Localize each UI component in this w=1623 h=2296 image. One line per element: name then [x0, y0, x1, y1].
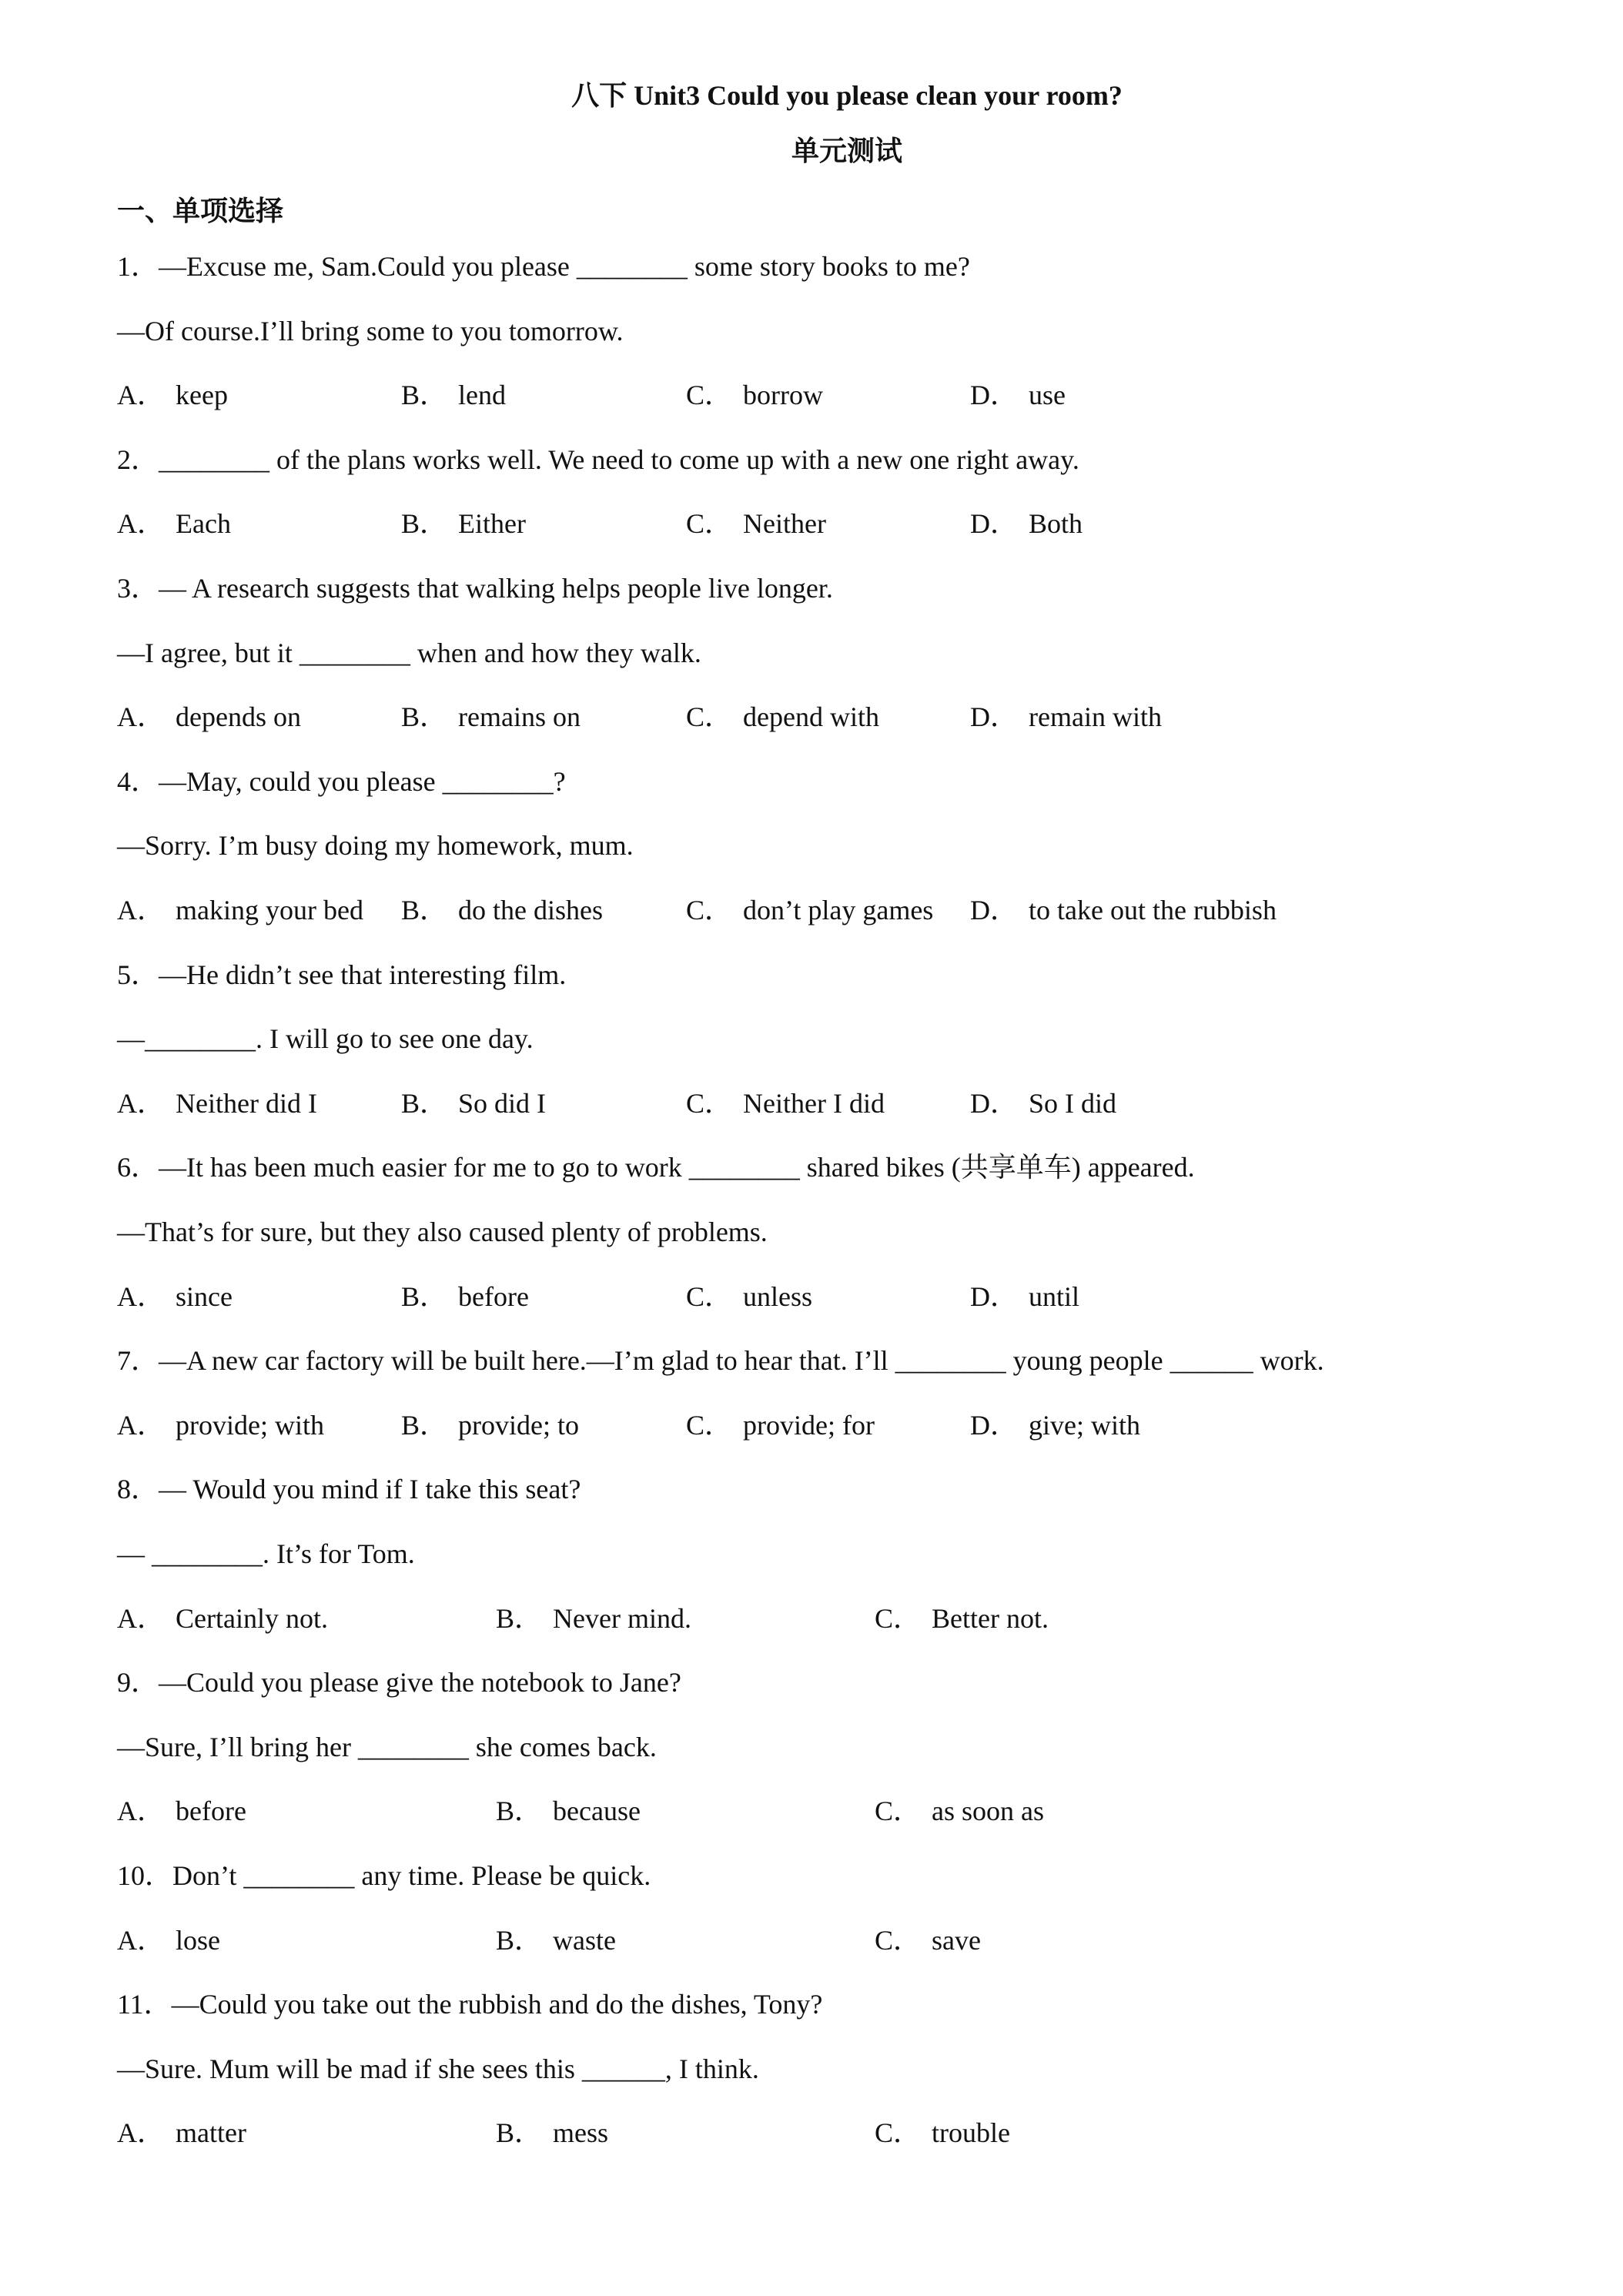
option-item — [117, 505, 231, 542]
option-item — [117, 1407, 324, 1444]
option-text: do the dishes — [458, 895, 603, 925]
option-text: making your bed — [176, 895, 363, 925]
option-item — [686, 377, 823, 413]
option-text: give; with — [1029, 1409, 1140, 1441]
option-item — [401, 1278, 529, 1315]
option-item — [117, 1085, 317, 1122]
option-text: matter — [176, 2117, 246, 2149]
option-label: A． — [117, 1409, 165, 1441]
option-item — [117, 892, 363, 929]
question-line: 8．— Would you mind if I take this seat? — [117, 1474, 581, 1505]
option-text: Each — [176, 508, 231, 540]
option-text: Neither I did — [743, 1087, 885, 1119]
option-text: don’t play games — [743, 895, 934, 925]
option-item — [686, 1278, 812, 1315]
option-item — [117, 698, 301, 735]
option-label: D． — [970, 701, 1018, 733]
option-label: C． — [686, 1409, 733, 1441]
question-line: —That’s for sure, but they also caused plenty of problems. — [117, 1217, 768, 1247]
option-text: Either — [458, 508, 526, 540]
option-text: Both — [1029, 508, 1083, 540]
option-text: provide; with — [176, 1409, 324, 1441]
option-text: lend — [458, 380, 506, 411]
option-text: Neither — [743, 508, 826, 540]
option-item — [686, 1085, 885, 1122]
option-text: Certainly not. — [176, 1602, 328, 1634]
option-item — [401, 1085, 546, 1122]
option-item — [970, 1407, 1140, 1444]
option-text: to take out the rubbish — [1029, 895, 1277, 925]
question-line: —Of course.I’ll bring some to you tomorrow. — [117, 315, 624, 346]
question-line: —________. I will go to see one day. — [117, 1023, 534, 1055]
option-text: So did I — [458, 1087, 547, 1119]
option-item — [401, 698, 581, 735]
option-label: A． — [117, 1796, 165, 1827]
option-label: D． — [970, 1409, 1018, 1441]
option-item — [117, 1600, 328, 1637]
option-item — [117, 377, 228, 413]
option-text: trouble — [932, 2117, 1010, 2149]
question-line: 10．Don’t ________ any time. Please be quick. — [117, 1860, 651, 1891]
option-text: until — [1029, 1280, 1080, 1312]
option-label: B． — [401, 1280, 448, 1312]
option-item — [970, 1278, 1079, 1315]
option-label: D． — [970, 1087, 1018, 1119]
option-text: use — [1029, 380, 1066, 411]
option-item — [401, 1407, 579, 1444]
option-label: C． — [875, 1602, 922, 1634]
option-label: C． — [875, 1796, 922, 1827]
question-line: 6．—It has been much easier for me to go to work ________ shared bikes (共享单车) appeared. — [117, 1152, 1195, 1183]
option-text: So I did — [1029, 1087, 1117, 1119]
option-text: depend with — [743, 701, 879, 733]
option-item — [496, 1922, 616, 1959]
document-subtitle: 单元测试 — [791, 136, 902, 166]
option-label: C． — [686, 895, 733, 925]
option-label: A． — [117, 701, 165, 733]
option-text: mess — [553, 2117, 609, 2149]
option-label: A． — [117, 895, 165, 925]
option-text: before — [458, 1280, 529, 1312]
option-item — [117, 1278, 233, 1315]
option-text: unless — [743, 1280, 813, 1312]
option-text: provide; for — [743, 1409, 875, 1441]
option-label: C． — [686, 1087, 733, 1119]
option-text: provide; to — [458, 1409, 579, 1441]
option-label: D． — [970, 895, 1018, 925]
option-text: keep — [176, 380, 228, 411]
option-label: B． — [496, 1796, 543, 1827]
option-label: C． — [875, 2117, 922, 2149]
question-line: 7．—A new car factory will be built here.—I’m glad to hear that. I’ll ________ young people ______ work. — [117, 1345, 1324, 1377]
option-text: borrow — [743, 380, 823, 411]
option-label: B． — [496, 1602, 543, 1634]
option-text: as soon as — [932, 1796, 1045, 1827]
option-item — [686, 892, 933, 929]
option-text: lose — [176, 1924, 220, 1956]
option-label: D． — [970, 508, 1018, 540]
option-text: Never mind. — [553, 1602, 691, 1634]
option-item — [496, 1792, 641, 1829]
option-item — [117, 1922, 220, 1959]
option-item — [117, 2114, 246, 2151]
option-label: B． — [401, 380, 448, 411]
question-line: —I agree, but it ________ when and how they walk. — [117, 637, 701, 668]
option-text: remain with — [1029, 701, 1162, 733]
option-text: because — [553, 1796, 641, 1827]
option-item — [686, 505, 826, 542]
option-item — [875, 1600, 1049, 1637]
option-label: A． — [117, 2117, 165, 2149]
option-item — [970, 1085, 1116, 1122]
option-label: B． — [401, 701, 448, 733]
section-heading: 一、单项选择 — [117, 196, 284, 226]
option-label: A． — [117, 1280, 165, 1312]
option-item — [970, 892, 1277, 929]
option-text: Better not. — [932, 1602, 1049, 1634]
option-label: B． — [496, 1924, 543, 1956]
option-item — [970, 698, 1162, 735]
option-label: C． — [686, 508, 733, 540]
question-line: 1．—Excuse me, Sam.Could you please ________ some story books to me? — [117, 251, 970, 282]
question-line: 3．— A research suggests that walking helps people live longer. — [117, 573, 833, 604]
option-label: A． — [117, 380, 165, 411]
document-title: 八下 Unit3 Could you please clean your room? — [571, 80, 1123, 111]
option-label: D． — [970, 380, 1018, 411]
option-item — [875, 2114, 1010, 2151]
option-text: save — [932, 1924, 981, 1956]
option-item — [875, 1792, 1044, 1829]
option-text: remains on — [458, 701, 581, 733]
option-label: A． — [117, 1924, 165, 1956]
option-label: C． — [686, 701, 733, 733]
option-label: A． — [117, 1602, 165, 1634]
option-item — [401, 377, 506, 413]
question-line: 9．—Could you please give the notebook to Jane? — [117, 1667, 681, 1699]
option-text: before — [176, 1796, 246, 1827]
option-label: B． — [496, 2117, 543, 2149]
question-line: —Sure. Mum will be mad if she sees this ______, I think. — [117, 2053, 759, 2084]
option-item — [686, 1407, 875, 1444]
option-item — [496, 1600, 691, 1637]
option-item — [970, 377, 1066, 413]
option-label: D． — [970, 1280, 1018, 1312]
option-label: B． — [401, 1409, 448, 1441]
option-label: C． — [686, 380, 733, 411]
option-label: B． — [401, 508, 448, 540]
question-line: 5．—He didn’t see that interesting film. — [117, 959, 567, 990]
option-label: C． — [686, 1280, 733, 1312]
question-line: 11．—Could you take out the rubbish and do the dishes, Tony? — [117, 1989, 823, 2020]
question-line: 4．—May, could you please ________? — [117, 765, 566, 797]
option-item — [875, 1922, 981, 1959]
option-text: depends on — [176, 701, 301, 733]
option-item — [496, 2114, 608, 2151]
option-item — [970, 505, 1083, 542]
option-item — [686, 698, 879, 735]
option-item — [401, 892, 603, 929]
question-line: —Sure, I’ll bring her ________ she comes back. — [117, 1731, 657, 1762]
option-label: A． — [117, 1087, 165, 1119]
option-label: C． — [875, 1924, 922, 1956]
option-label: B． — [401, 1087, 448, 1119]
question-line: —Sorry. I’m busy doing my homework, mum. — [117, 830, 634, 862]
option-item — [401, 505, 526, 542]
option-item — [117, 1792, 246, 1829]
option-text: waste — [553, 1924, 616, 1956]
option-label: B． — [401, 895, 448, 925]
question-line: 2．________ of the plans works well. We need to come up with a new one right away. — [117, 443, 1079, 475]
question-line: — ________. It’s for Tom. — [117, 1538, 415, 1569]
option-text: since — [176, 1280, 233, 1312]
option-text: Neither did I — [176, 1087, 317, 1119]
option-label: A． — [117, 508, 165, 540]
